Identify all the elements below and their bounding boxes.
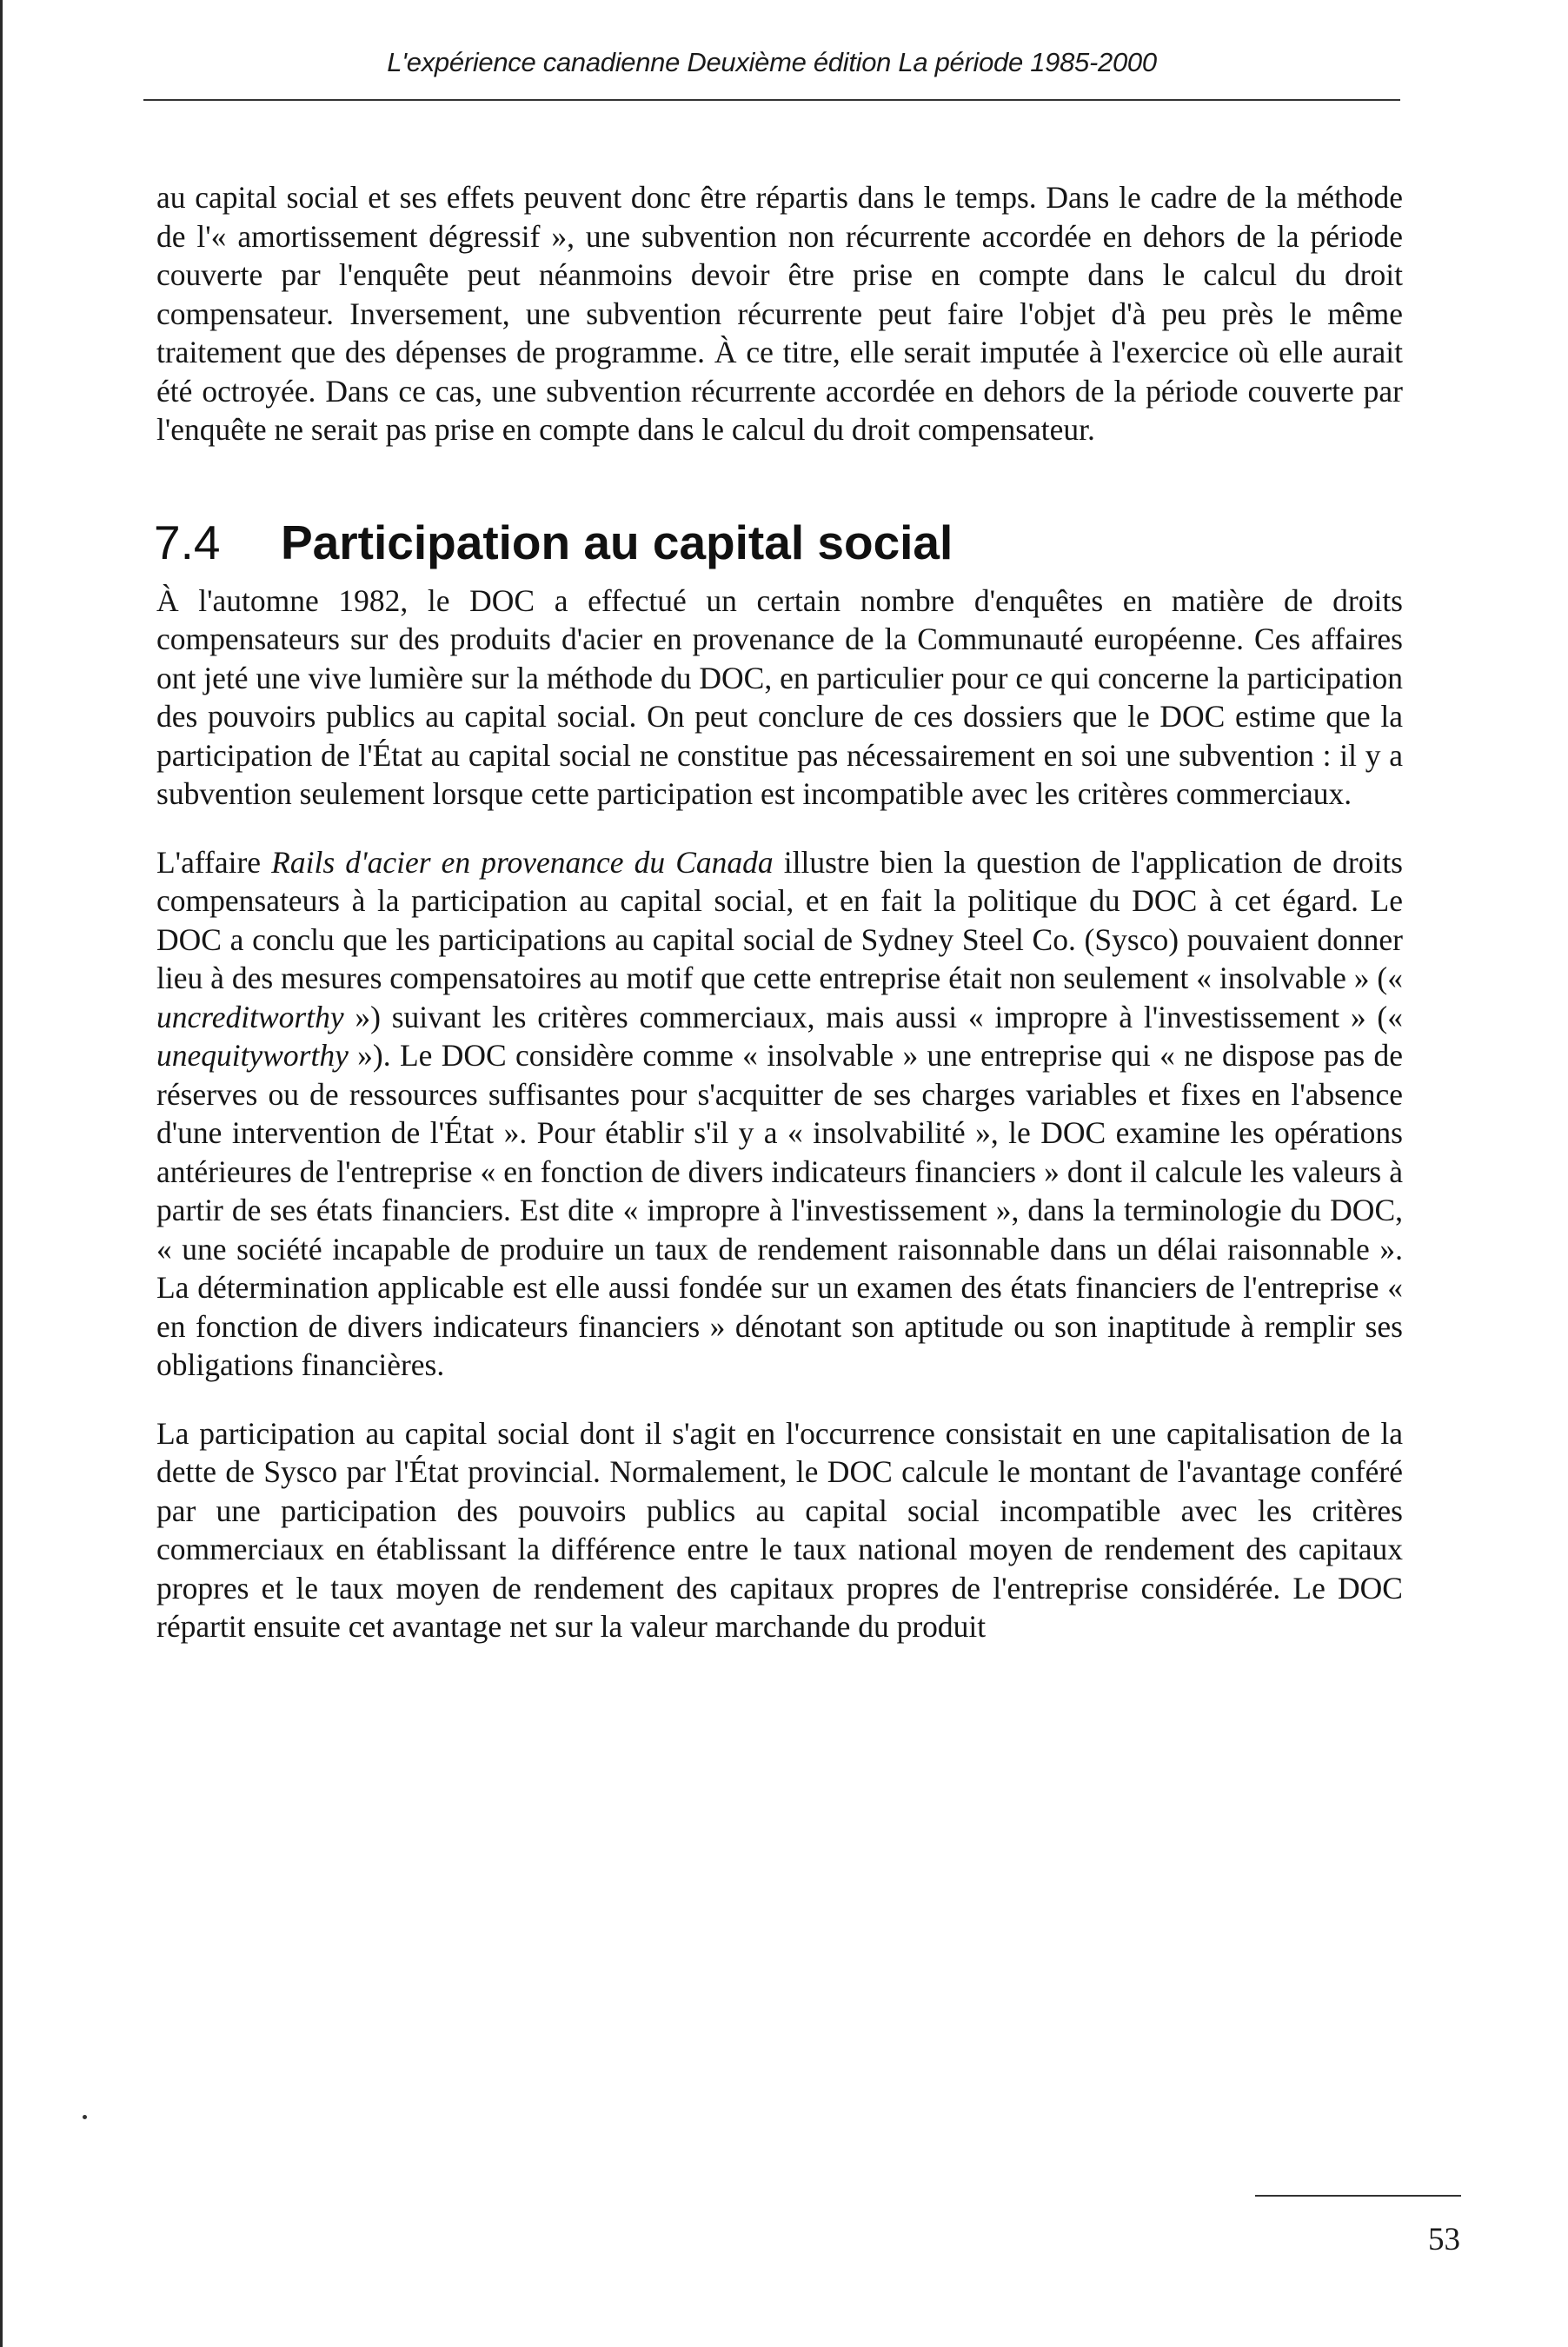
left-binding-rule: [0, 0, 3, 2347]
paragraph-case-study: [156, 843, 1403, 1385]
paragraph-text: L'affaire: [156, 844, 272, 880]
page-body: [156, 178, 1403, 1646]
section-heading: [154, 515, 1403, 569]
page-number: 53: [1428, 2222, 1460, 2257]
paragraph-text: »). Le DOC considère comme « insolvable » une entreprise qui « ne dispose pas de réserves ou de ressources suffisantes pour s'acquitter de ses charges variables et fixes en l'absence d'une intervention de l'État ». Pour établir s'il y a « insolvabilité », le DOC examine les opérations antérieures de l'entreprise « en fonction de divers indicateurs financiers » dont il calcule les valeurs à partir de ses états financiers. Est dite « impropre à l'investissement », dans la terminologie du DOC, « une société incapable de produire un taux de rendement raisonnable dans un délai raisonnable ». La détermination applicable est elle aussi fondée sur un examen des états financiers de l'entreprise « en fonction de divers indicateurs financiers » dénotant son aptitude ou son inaptitude à remplir ses obligations financières.: [156, 1038, 1403, 1382]
paragraph-text: illustre bien la question de l'application de droits compensateurs à la participation au capital social, et en fait la politique du DOC à cet égard. Le DOC a conclu que les participations au capital social de Sydney Steel Co. (Sysco) pouvaient donner lieu à des mesures compensatoires au motif que cette entreprise était non seulement « insolvable » («: [156, 844, 1403, 995]
margin-mark: [83, 2115, 87, 2119]
paragraph-continued: au capital social et ses effets peuvent donc être répartis dans le temps. Dans le cadre de la méthode de l'« amortissement dégressif », une subvention non récurrente accordée en dehors de la période couverte par l'enquête peut néanmoins devoir être prise en compte dans le calcul du droit compensateur. Inversement, une subvention récurrente peut faire l'objet d'à peu près le même traitement que des dépenses de programme. À ce titre, elle serait imputée à l'exercice où elle aurait été octroyée. Dans ce cas, une subvention récurrente accordée en dehors de la période couverte par l'enquête ne serait pas prise en compte dans le calcul du droit compensateur.: [156, 180, 1403, 447]
english-term: uncreditworthy: [156, 999, 344, 1034]
paragraph-intro: À l'automne 1982, le DOC a effectué un certain nombre d'enquêtes en matière de droits compensateurs sur des produits d'acier en provenance de la Communauté européenne. Ces affaires ont jeté une vive lumière sur la méthode du DOC, en particulier pour ce qui concerne la participation des pouvoirs publics au capital social. On peut conclure de ces dossiers que le DOC estime que la participation de l'État au capital social ne constitue pas nécessairement en soi une subvention : il y a subvention seulement lorsque cette participation est incompatible avec les critères commerciaux.: [156, 582, 1403, 811]
footer-divider: [1255, 2195, 1461, 2197]
running-header: L'expérience canadienne Deuxième édition La période 1985-2000: [387, 47, 1157, 77]
section-title: Participation au capital social: [281, 515, 953, 569]
section-number: 7.4: [154, 515, 221, 569]
header-divider: [143, 99, 1400, 101]
case-title: Rails d'acier en provenance du Canada: [271, 844, 774, 880]
paragraph-text: ») suivant les critères commerciaux, mais aussi « impropre à l'investissement » («: [343, 999, 1403, 1034]
paragraph-methodology: La participation au capital social dont il s'agit en l'occurrence consistait en une capitalisation de la dette de Sysco par l'État provincial. Normalement, le DOC calcule le montant de l'avantage conféré par une participation des pouvoirs publics au capital social incompatible avec les critères commerciaux en établissant la différence entre le taux national moyen de rendement des capitaux propres et le taux moyen de rendement des capitaux propres de l'entreprise considérée. Le DOC répartit ensuite cet avantage net sur la valeur marchande du produit: [156, 1415, 1403, 1644]
english-term: unequityworthy: [156, 1038, 349, 1073]
